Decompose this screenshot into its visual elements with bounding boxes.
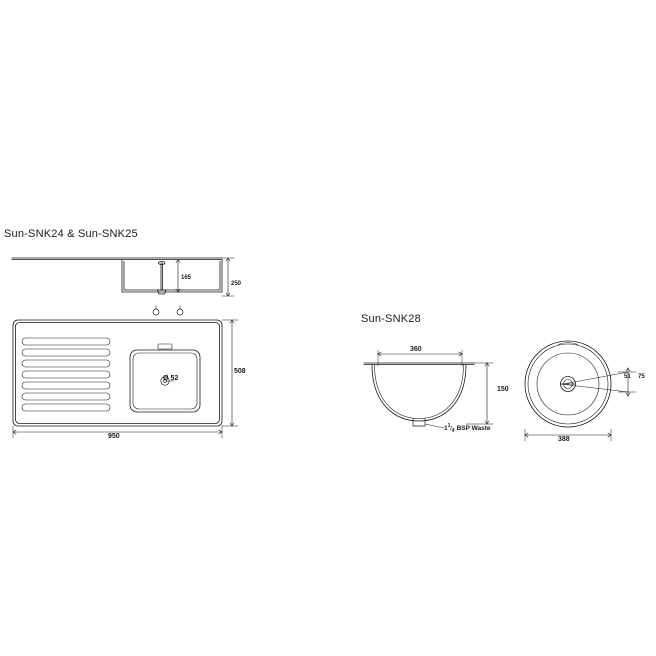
dim-plan-width: 950 [108, 433, 120, 440]
waste-note-denominator: 4 [451, 428, 455, 435]
left-elevation-view [12, 258, 234, 296]
left-view-title: Sun-SNK24 & Sun-SNK25 [4, 228, 138, 240]
waste-note-numerator: 1 [447, 423, 451, 429]
dim-tap-height: 165 [181, 275, 192, 281]
waste-note-whole: 1 [444, 425, 448, 433]
dim-waste-outer: 75 [638, 374, 645, 380]
bowl-waste-value: 52 [170, 375, 179, 382]
right-section-view [364, 350, 493, 428]
dim-waste-inner: 51 [624, 374, 631, 380]
right-plan-view [525, 341, 636, 441]
waste-note-text: BSP Waste [456, 425, 491, 433]
dim-bowl-diameter: 360 [410, 346, 422, 353]
diameter-symbol: Ø [163, 375, 169, 382]
dim-bowl-depth: 150 [497, 386, 509, 393]
dim-outer-diameter: 388 [558, 436, 570, 443]
left-plan-view [13, 306, 238, 438]
bowl-waste-label [163, 375, 178, 382]
waste-note: 11/4 BSP Waste [444, 423, 491, 435]
right-view-title: Sun-SNK28 [361, 313, 421, 325]
dim-overall-height: 250 [231, 281, 242, 287]
dim-plan-depth: 508 [234, 368, 246, 375]
